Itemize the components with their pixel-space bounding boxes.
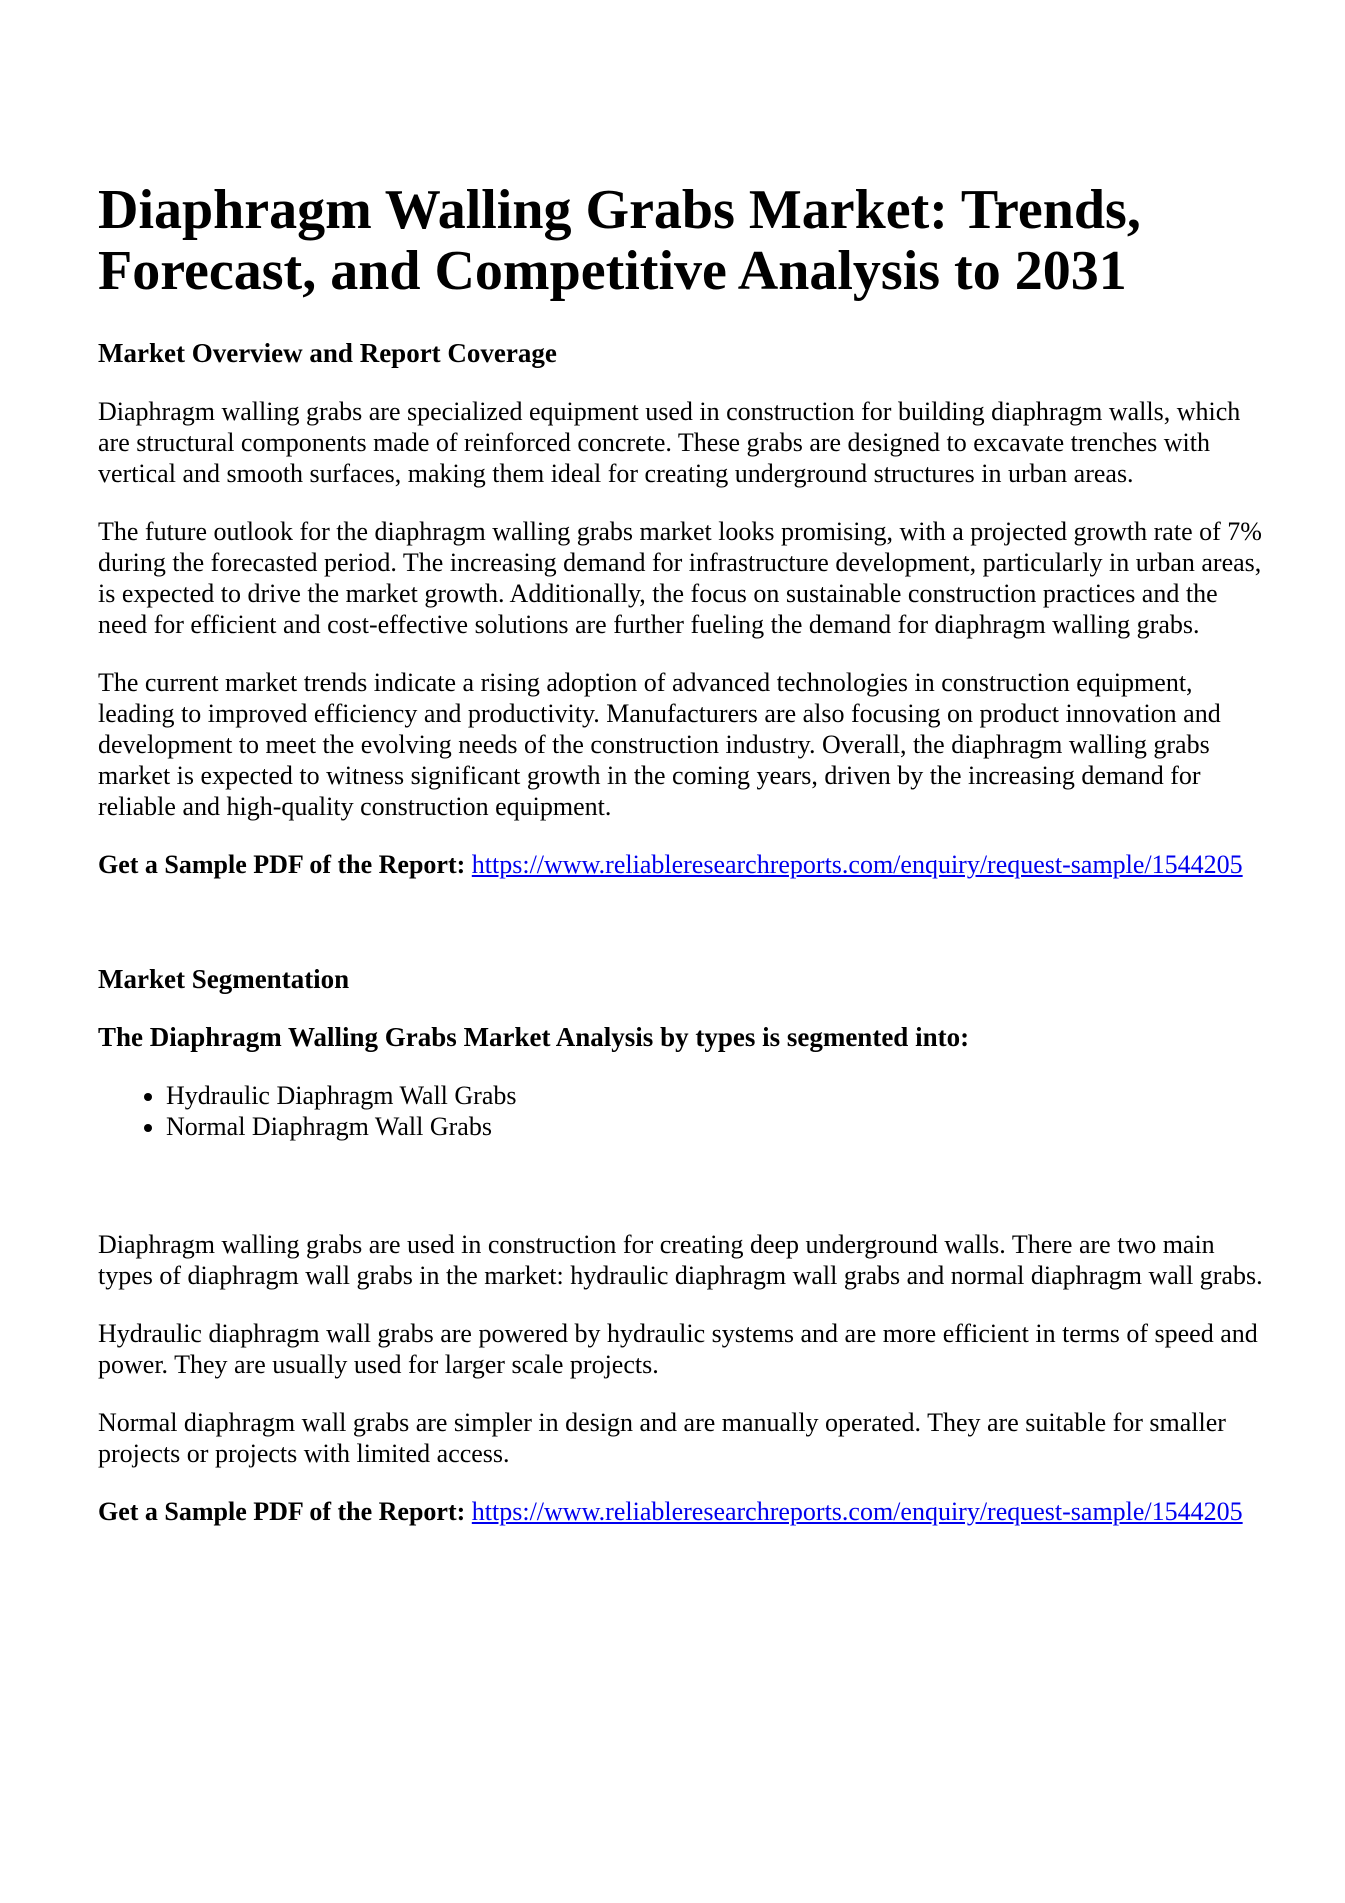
sample-pdf-label: Get a Sample PDF of the Report:: [98, 1497, 466, 1526]
overview-paragraph-3: The current market trends indicate a rising adoption of advanced technologies in construction equipment, leading to improved efficiency and productivity. Manufacturers are also focusing on product innovation and development to meet the evolving needs of the construction industry. Overall, the diaphragm walling grabs market is expected to witness significant growth in the coming years, driven by the increasing demand for reliable and high-quality construction equipment.: [98, 668, 1221, 821]
sample-pdf-link[interactable]: https://www.reliableresearchreports.com/enquiry/request-sample/1544205: [471, 850, 1243, 879]
overview-paragraph-1: Diaphragm walling grabs are specialized equipment used in construction for building diaphragm walls, which are structural components made of reinforced concrete. These grabs are designed to excavate trenches with vertical and smooth surfaces, making them ideal for creating underground structures in urban areas.: [98, 397, 1241, 488]
segmentation-paragraph-1: Diaphragm walling grabs are used in construction for creating deep underground walls. There are two main types of diaphragm wall grabs in the market: hydraulic diaphragm wall grabs and normal diaphragm wall grabs.: [98, 1230, 1263, 1290]
sample-pdf-label: Get a Sample PDF of the Report:: [98, 850, 466, 879]
list-item: • Hydraulic Diaphragm Wall Grabs: [166, 1080, 1268, 1111]
segmentation-paragraph-3: Normal diaphragm wall grabs are simpler in design and are manually operated. They are suitable for smaller projects or projects with limited access.: [98, 1408, 1226, 1468]
segmentation-heading: Market Segmentation: [98, 964, 350, 994]
types-list: [98, 1080, 1268, 1142]
page-title: Diaphragm Walling Grabs Market: Trends, Forecast, and Competitive Analysis to 2031: [98, 179, 1141, 302]
sample-pdf-line-1: [98, 849, 1268, 880]
overview-heading: Market Overview and Report Coverage: [98, 338, 557, 368]
types-heading: The Diaphragm Walling Grabs Market Analysis by types is segmented into:: [98, 1022, 970, 1052]
overview-paragraph-2: The future outlook for the diaphragm walling grabs market looks promising, with a projected growth rate of 7% during the forecasted period. The increasing demand for infrastructure development, particularly in urban areas, is expected to drive the market growth. Additionally, the focus on sustainable construction practices and the need for efficient and cost-effective solutions are further fueling the demand for diaphragm walling grabs.: [98, 517, 1262, 639]
sample-pdf-line-2: [98, 1496, 1268, 1527]
segmentation-paragraph-2: Hydraulic diaphragm wall grabs are powered by hydraulic systems and are more efficient in terms of speed and power. They are usually used for larger scale projects.: [98, 1319, 1258, 1379]
sample-pdf-link[interactable]: https://www.reliableresearchreports.com/enquiry/request-sample/1544205: [471, 1497, 1243, 1526]
document-page: [98, 180, 1268, 1527]
list-item: • Normal Diaphragm Wall Grabs: [166, 1111, 1268, 1142]
